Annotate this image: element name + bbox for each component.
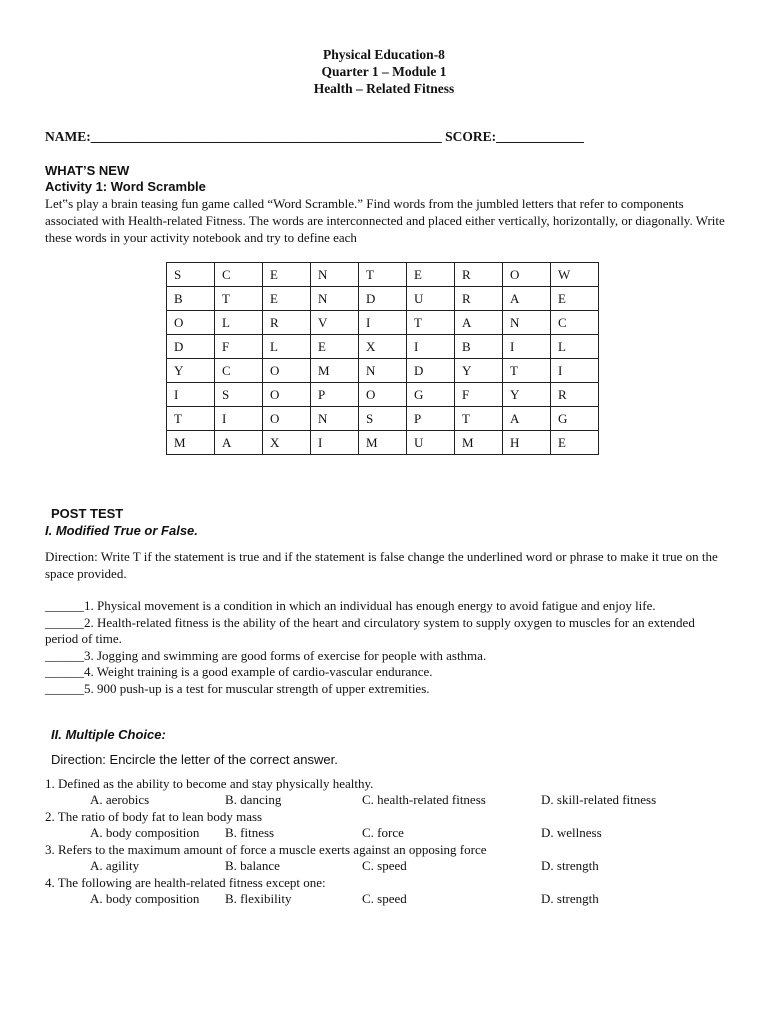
grid-cell: O bbox=[503, 263, 551, 287]
grid-row bbox=[167, 407, 599, 431]
grid-cell: R bbox=[263, 311, 311, 335]
grid-cell: T bbox=[215, 287, 263, 311]
word-scramble-grid bbox=[166, 262, 599, 455]
grid-cell: G bbox=[551, 407, 599, 431]
section-heading-whats-new: WHAT’S NEW bbox=[45, 163, 130, 178]
document-header bbox=[0, 46, 768, 97]
option-b: B. dancing bbox=[225, 792, 282, 807]
grid-cell: C bbox=[551, 311, 599, 335]
grid-cell: N bbox=[503, 311, 551, 335]
option-c: C. health-related fitness bbox=[362, 792, 486, 807]
grid-cell: I bbox=[407, 335, 455, 359]
grid-cell: R bbox=[455, 263, 503, 287]
grid-cell: N bbox=[311, 263, 359, 287]
grid-cell: T bbox=[455, 407, 503, 431]
grid-cell: C bbox=[215, 359, 263, 383]
option-d: D. strength bbox=[541, 891, 599, 906]
tf-item: ______2. Health-related fitness is the ability of the heart and circulatory system to supply oxygen to muscles for an extended period of time. bbox=[45, 614, 695, 646]
grid-cell: B bbox=[455, 335, 503, 359]
grid-cell: M bbox=[359, 431, 407, 455]
grid-cell: U bbox=[407, 287, 455, 311]
tf-item: ______1. Physical movement is a condition in which an individual has enough energy to avoid fatigue and enjoy life. bbox=[45, 598, 656, 613]
name-score-line: NAME:____________________________________________________ SCORE:_____________ bbox=[45, 129, 584, 144]
true-false-list bbox=[45, 598, 725, 697]
option-a: A. body composition bbox=[90, 891, 200, 906]
grid-cell: P bbox=[311, 383, 359, 407]
activity-title: Activity 1: Word Scramble bbox=[45, 179, 206, 194]
grid-cell: L bbox=[215, 311, 263, 335]
grid-cell: O bbox=[167, 311, 215, 335]
activity-instructions: Let‟s play a brain teasing fun game called “Word Scramble.” Find words from the jumbled letters that refer to components associated with Health-related Fitness. The words are interconnected and placed either vertically, horizontally, or diagonally. Write these words in your activity notebook and try to define each bbox=[45, 196, 725, 245]
grid-cell: L bbox=[263, 335, 311, 359]
tf-item: ______4. Weight training is a good example of cardio-vascular endurance. bbox=[45, 664, 433, 679]
grid-row bbox=[167, 431, 599, 455]
grid-cell: N bbox=[311, 287, 359, 311]
grid-cell: H bbox=[503, 431, 551, 455]
grid-cell: E bbox=[263, 287, 311, 311]
option-a: A. agility bbox=[90, 858, 140, 873]
grid-cell: D bbox=[167, 335, 215, 359]
multiple-choice-title: II. Multiple Choice: bbox=[51, 727, 166, 742]
grid-cell: N bbox=[359, 359, 407, 383]
grid-cell: S bbox=[167, 263, 215, 287]
grid-cell: E bbox=[551, 287, 599, 311]
subject-title: Physical Education-8 bbox=[323, 47, 445, 62]
grid-cell: E bbox=[551, 431, 599, 455]
grid-row bbox=[167, 263, 599, 287]
grid-cell: A bbox=[503, 287, 551, 311]
question-text: 4. The following are health-related fitness except one: bbox=[45, 875, 326, 890]
option-d: D. skill-related fitness bbox=[541, 792, 657, 807]
tf-item: ______5. 900 push-up is a test for muscular strength of upper extremities. bbox=[45, 680, 430, 696]
grid-cell: I bbox=[503, 335, 551, 359]
grid-cell: Y bbox=[455, 359, 503, 383]
grid-cell: O bbox=[359, 383, 407, 407]
option-d: D. wellness bbox=[541, 825, 602, 840]
option-c: C. speed bbox=[362, 891, 407, 906]
grid-cell: M bbox=[311, 359, 359, 383]
grid-cell: U bbox=[407, 431, 455, 455]
question-text: 1. Defined as the ability to become and stay physically healthy. bbox=[45, 776, 374, 791]
grid-row bbox=[167, 311, 599, 335]
grid-cell: S bbox=[359, 407, 407, 431]
grid-cell: A bbox=[503, 407, 551, 431]
option-b: B. flexibility bbox=[225, 891, 292, 906]
grid-cell: G bbox=[407, 383, 455, 407]
post-test-heading: POST TEST bbox=[51, 506, 124, 521]
grid-cell: Y bbox=[167, 359, 215, 383]
grid-cell: B bbox=[167, 287, 215, 311]
grid-cell: T bbox=[407, 311, 455, 335]
module-topic: Health – Related Fitness bbox=[313, 81, 455, 96]
grid-cell: E bbox=[407, 263, 455, 287]
grid-cell: C bbox=[215, 263, 263, 287]
grid-cell: N bbox=[311, 407, 359, 431]
option-b: B. balance bbox=[225, 858, 280, 873]
grid-cell: F bbox=[215, 335, 263, 359]
option-d: D. strength bbox=[541, 858, 599, 873]
option-a: A. body composition bbox=[90, 825, 200, 840]
grid-cell: A bbox=[455, 311, 503, 335]
option-c: C. speed bbox=[362, 858, 407, 873]
grid-cell: X bbox=[263, 431, 311, 455]
grid-cell: D bbox=[359, 287, 407, 311]
option-c: C. force bbox=[362, 825, 404, 840]
option-a: A. aerobics bbox=[90, 792, 150, 807]
true-false-direction: Direction: Write T if the statement is true and if the statement is false change the underlined word or phrase to make it true on the space provided. bbox=[45, 549, 718, 581]
grid-cell: O bbox=[263, 407, 311, 431]
grid-cell: X bbox=[359, 335, 407, 359]
grid-cell: F bbox=[455, 383, 503, 407]
grid-cell: W bbox=[551, 263, 599, 287]
option-b: B. fitness bbox=[225, 825, 275, 840]
tf-item: ______3. Jogging and swimming are good forms of exercise for people with asthma. bbox=[45, 647, 487, 663]
multiple-choice-direction: Direction: Encircle the letter of the correct answer. bbox=[51, 752, 338, 767]
grid-cell: S bbox=[215, 383, 263, 407]
quarter-module: Quarter 1 – Module 1 bbox=[321, 64, 447, 79]
grid-cell: I bbox=[359, 311, 407, 335]
grid-cell: R bbox=[551, 383, 599, 407]
grid-cell: P bbox=[407, 407, 455, 431]
grid-cell: O bbox=[263, 359, 311, 383]
grid-cell: E bbox=[311, 335, 359, 359]
grid-row bbox=[167, 383, 599, 407]
grid-row bbox=[167, 335, 599, 359]
grid-cell: T bbox=[359, 263, 407, 287]
grid-cell: L bbox=[551, 335, 599, 359]
true-false-title: I. Modified True or False. bbox=[45, 523, 198, 538]
grid-row bbox=[167, 359, 599, 383]
question-text: 2. The ratio of body fat to lean body mass bbox=[45, 809, 263, 824]
grid-cell: Y bbox=[503, 383, 551, 407]
question-text: 3. Refers to the maximum amount of force a muscle exerts against an opposing force bbox=[45, 842, 487, 857]
grid-cell: O bbox=[263, 383, 311, 407]
grid-cell: D bbox=[407, 359, 455, 383]
grid-cell: M bbox=[455, 431, 503, 455]
grid-cell: V bbox=[311, 311, 359, 335]
grid-cell: I bbox=[551, 359, 599, 383]
grid-cell: T bbox=[503, 359, 551, 383]
grid-cell: M bbox=[167, 431, 215, 455]
grid-cell: E bbox=[263, 263, 311, 287]
grid-cell: I bbox=[167, 383, 215, 407]
grid-cell: I bbox=[311, 431, 359, 455]
grid-cell: A bbox=[215, 431, 263, 455]
grid-row bbox=[167, 287, 599, 311]
grid-cell: I bbox=[215, 407, 263, 431]
grid-cell: T bbox=[167, 407, 215, 431]
grid-cell: R bbox=[455, 287, 503, 311]
